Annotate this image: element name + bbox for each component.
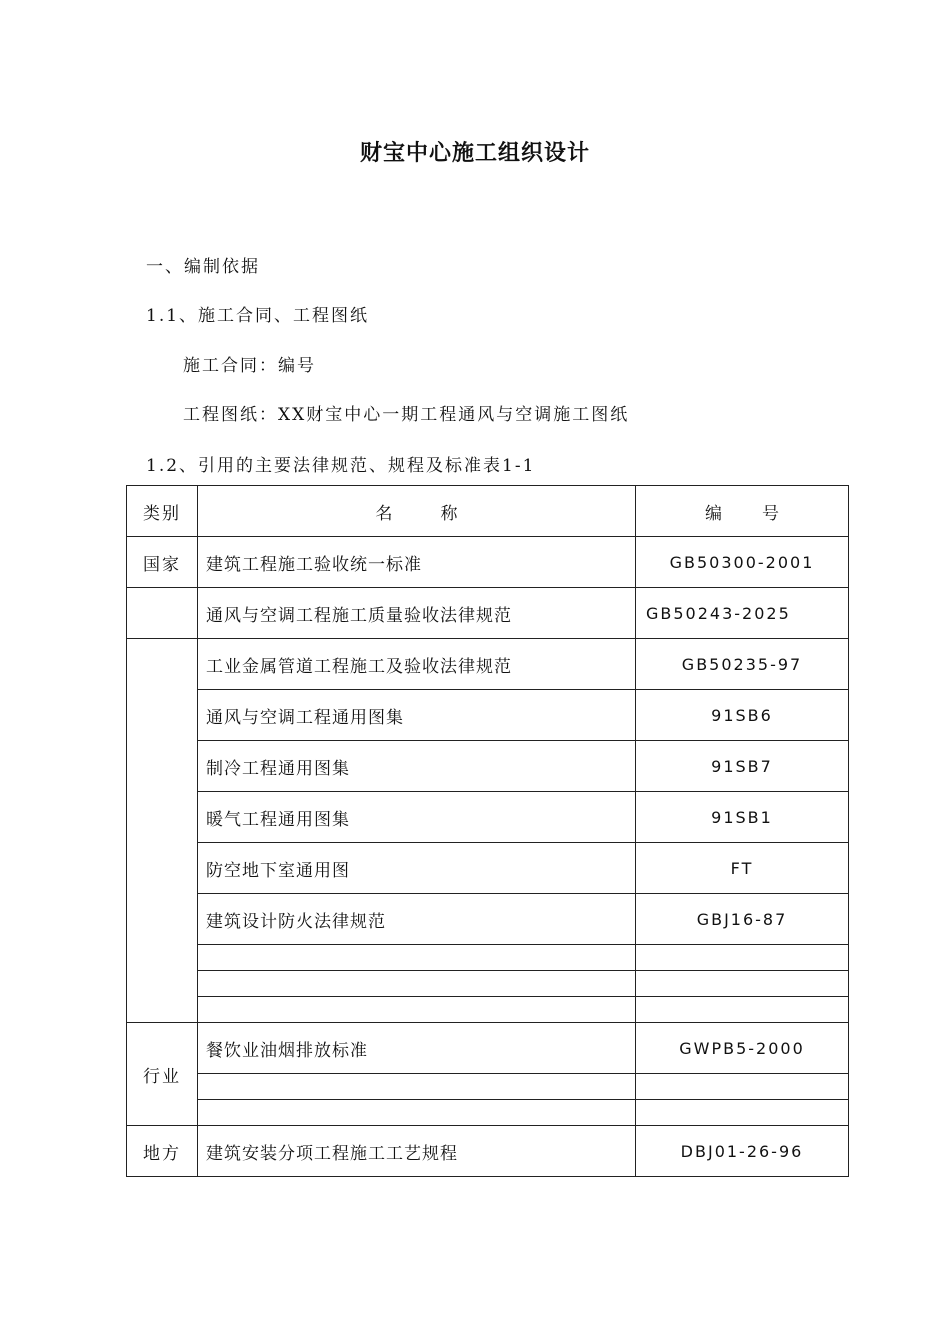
empty-cell [198, 1100, 636, 1126]
category-cell: 地方 [127, 1126, 198, 1177]
table-row [127, 537, 849, 588]
header-name [198, 486, 636, 537]
standard-name: 餐饮业油烟排放标准 [198, 1023, 636, 1074]
table-row-empty [127, 1100, 849, 1126]
header-name-char: 名 [375, 503, 393, 524]
table-row [127, 894, 849, 945]
category-cell [127, 639, 198, 1023]
standard-code: GWPB5-2000 [636, 1023, 849, 1074]
standard-code: 91SB7 [636, 741, 849, 792]
empty-cell [198, 971, 636, 997]
empty-cell [636, 971, 849, 997]
table-row [127, 741, 849, 792]
empty-cell [636, 1100, 849, 1126]
table-row-empty [127, 971, 849, 997]
table-row [127, 1023, 849, 1074]
empty-cell [198, 1074, 636, 1100]
standard-code: 91SB1 [636, 792, 849, 843]
table-row [127, 588, 849, 639]
table-row [127, 639, 849, 690]
category-cell: 国家 [127, 537, 198, 588]
subsection-contract-drawings: 1.1、施工合同、工程图纸 [146, 306, 370, 326]
table-row-empty [127, 997, 849, 1023]
table-row-empty [127, 945, 849, 971]
standard-code: GB50235-97 [636, 639, 849, 690]
empty-cell [198, 945, 636, 971]
contract-number-line: 施工合同：编号 [183, 356, 316, 376]
standard-name: 工业金属管道工程施工及验收法律规范 [198, 639, 636, 690]
standard-name: 建筑安装分项工程施工工艺规程 [198, 1126, 636, 1177]
standard-name: 防空地下室通用图 [198, 843, 636, 894]
standard-name: 建筑设计防火法律规范 [198, 894, 636, 945]
standard-code: GB50243-2025 [636, 588, 849, 639]
standard-name: 制冷工程通用图集 [198, 741, 636, 792]
category-cell [127, 588, 198, 639]
header-code [636, 486, 849, 537]
header-category: 类别 [127, 486, 198, 537]
standard-code: 91SB6 [636, 690, 849, 741]
table-row [127, 1126, 849, 1177]
section-heading-basis: 一、编制依据 [146, 257, 260, 277]
table-row-empty [127, 1074, 849, 1100]
standard-code: DBJ01-26-96 [636, 1126, 849, 1177]
empty-cell [198, 997, 636, 1023]
standard-code: GBJ16-87 [636, 894, 849, 945]
standard-name: 暖气工程通用图集 [198, 792, 636, 843]
standards-table [126, 485, 849, 1177]
empty-cell [636, 945, 849, 971]
header-name-char: 称 [440, 503, 458, 524]
table-row [127, 792, 849, 843]
document-title: 财宝中心施工组织设计 [359, 141, 590, 166]
standard-name: 通风与空调工程施工质量验收法律规范 [198, 588, 636, 639]
header-code-char: 编 [705, 503, 722, 524]
table-row [127, 843, 849, 894]
header-code-char: 号 [762, 503, 779, 524]
empty-cell [636, 997, 849, 1023]
standard-code: GB50300-2001 [636, 537, 849, 588]
empty-cell [636, 1074, 849, 1100]
category-cell: 行业 [127, 1023, 198, 1126]
table-row [127, 690, 849, 741]
table-header-row [127, 486, 849, 537]
subsection-standards-table-caption: 1.2、引用的主要法律规范、规程及标准表1-1 [146, 456, 536, 476]
standard-name: 建筑工程施工验收统一标准 [198, 537, 636, 588]
drawings-line: 工程图纸：XX财宝中心一期工程通风与空调施工图纸 [183, 405, 630, 425]
standard-name: 通风与空调工程通用图集 [198, 690, 636, 741]
standard-code: FT [636, 843, 849, 894]
